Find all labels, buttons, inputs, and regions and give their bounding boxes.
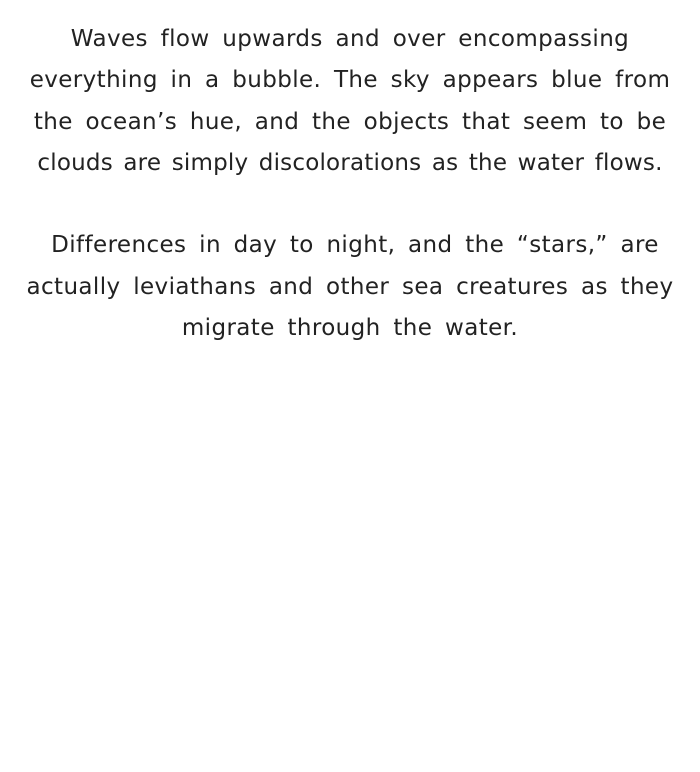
paragraph-2-line-3: migrate through the water. <box>181 315 519 341</box>
paragraph-2-line-2: actually leviathans and other sea creatures as they <box>26 274 674 300</box>
paragraph-2-line-1: Differences in day to night, and the “stars,” are <box>51 232 659 258</box>
paragraph-1-line-1: Waves flow upwards and over encompassing <box>70 26 630 52</box>
paragraph-1-line-4: clouds are simply discolorations as the water flows. <box>37 150 663 176</box>
paragraph-1-line-2: everything in a bubble. The sky appears blue from <box>29 67 671 93</box>
paragraph-1-line-3: the ocean’s hue, and the objects that seem to be <box>33 109 667 135</box>
